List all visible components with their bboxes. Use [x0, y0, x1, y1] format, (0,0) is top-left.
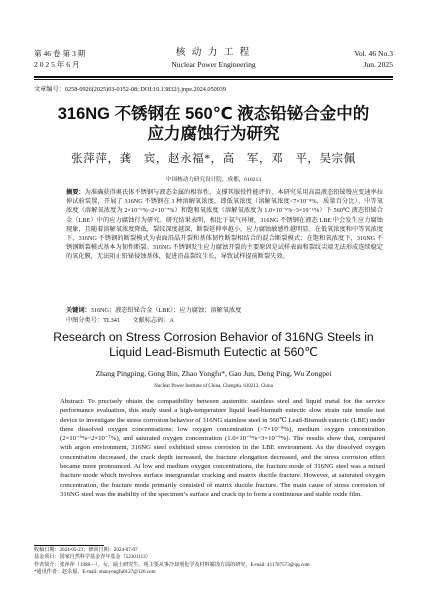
institution-en: Nuclear Power Institute of China, Chengdu, 610213, China	[154, 384, 273, 389]
abstract-cn-text: 为准确获得奥氏体不锈钢与液态金属的相容性，支撑其服役性能评价，本研究采用高温液态铅铋慢应变速率拉伸试验装置，开展了 316NG 不锈钢在 3 种溶解氧浓度，即低氧浓度（溶解氧浓度<7×10⁻⁸%，质量百分比）、中等氧浓度（溶解氧浓度为 2×10⁻⁶%~2×10⁻⁷%）和饱和氧浓度（溶解氧浓度为 1.0×10⁻⁶%~3×10⁻⁶%）下 560℃ 液态铅铋合金（LBE）中的应力腐蚀行为研究。研究结果表明，相比于氩气环境，316NG 不锈钢在液态 LBE 中会发生应力腐蚀现象，且随着溶解氧浓度降低，裂纹深度越深，断裂延伸率越小，应力腐蚀敏感性越明显。在低氧浓度和中等氧浓度下，316NG 不锈钢的断裂模式为表面沿晶开裂和基体韧性断裂相结合的混合断裂模式；在饱和氧浓度下，316NG 不锈钢断裂模式基本为韧性断裂。316NG 不锈钢发生应力腐蚀开裂的主要原因是试样表面和裂纹尖端无法形成连续稳定的氧化膜，无法阻止铅铋侵蚀基体，促进沿晶裂纹生长，导致试样提前断裂失效。	[66, 189, 384, 261]
title-cn	[40, 104, 387, 144]
abstract-en	[60, 397, 385, 499]
abstract-en-text: To precisely obtain the compatibility between austenitic stainless steel and liquid metal for the service performance evaluation, this study used a high-temperature liquid lead-bismuth eutectic slow strain rate tensile test device to investigate the stress corrosion behavior of 316NG stainless steel in 560℃ Lead-Bismuth eutectic (LBE) under three dissolved oxygen concentrations: low oxygen concentration (<7×10⁻⁸%), medium oxygen concentration (2×10⁻⁶%~2×10⁻⁷%), and saturated oxygen concentration (1.0×10⁻⁶%~3×10⁻⁶%). The results show that, compared with argon environment, 316NG steel exhibited stress corrosion in the LBE environment. As the dissolved oxygen concentration decreased, the crack depth increased, the fracture elongation decreased, and the stress corrosion effect became more pronounced. At low and medium oxygen concentrations, the fracture mode of 316NG steel was a mixed fracture mode which involves surface intergranular cracking and matrix ductile fracture. However, at saturated oxygen concentration, the fracture mode primarily consisted of matrix ductile fracture. The main cause of stress corrosion of 316NG steel was the inability of the specimen’s surface and crack tip to form a continuous and stable oxide film.	[60, 398, 385, 498]
date-cn: 2 0 2 5 年 6 月	[34, 60, 80, 69]
footnote-author-bio: 作者简介：张萍萍（1988—），女，硕士研究生，现主要从事冷却剂化学及材料腐蚀方面的研究，E-mail: 411787573@qq.com	[34, 561, 310, 568]
keywords-cn-text: 316NG；液态铅铋合金（LBE）；应力腐蚀；溶解氧浓度	[90, 307, 242, 314]
header-rule-thick	[34, 76, 393, 78]
title-en-line-2: Liquid Lead-Bismuth Eutectic at 560℃	[109, 345, 318, 359]
institution-cn: 中国核动力研究设计院，成都，610213	[165, 177, 262, 183]
footnote-received: 收稿日期：2024-05-23；修回日期：2024-07-07	[34, 547, 138, 553]
abstract-en-label: Abstract:	[60, 398, 85, 405]
header-rule-thin	[34, 79, 393, 80]
running-header	[34, 48, 393, 70]
footnotes	[34, 547, 393, 577]
title-en-line-1: Research on Stress Corrosion Behavior of 316NG Steels in	[53, 330, 374, 344]
keywords-cn-label: 关键词：	[66, 307, 91, 314]
date-en: Jun. 2025	[363, 60, 393, 69]
authors-en: Zhang Pingping, Gong Bin, Zhao Yongfu*, Gao Jun, Deng Ping, Wu Zongpei	[95, 369, 332, 378]
abstract-cn	[66, 188, 383, 262]
journal-name-en: Nuclear Power Engineering	[171, 60, 256, 69]
footnote-corresponding: *通讯作者：赵永福，E-mail: zhaoyongfu0127@126.com	[34, 569, 156, 576]
volume-issue-en: Vol. 46 No.3	[354, 49, 393, 58]
title-cn-line-2: 应力腐蚀行为研究	[147, 125, 280, 143]
title-cn-line-1: 316NG 不锈钢在 560℃ 液态铅铋合金中的	[57, 105, 370, 123]
footnote-fund: 基金项目：国家自然科学基金青年基金（52301113）	[34, 554, 151, 561]
footnote-rule	[34, 545, 104, 546]
journal-name-cn: 核 动 力 工 程	[175, 47, 252, 58]
article-id-line: 文章编号：0258-0926(2025)03-0152-08; DOI:10.13832/j.jnpe.2024.050039	[34, 86, 226, 93]
title-en	[50, 330, 377, 360]
authors-cn: 张萍萍，龚 宾，赵永福*，高 军，邓 平，吴宗佩	[71, 153, 356, 165]
abstract-cn-label: 摘要：	[66, 189, 85, 196]
keywords-cn	[66, 306, 383, 315]
volume-issue-cn: 第 46 卷 第 3 期	[34, 49, 86, 58]
classification-cn: 中图分类号：TL341 文献标志码：A	[66, 317, 174, 324]
